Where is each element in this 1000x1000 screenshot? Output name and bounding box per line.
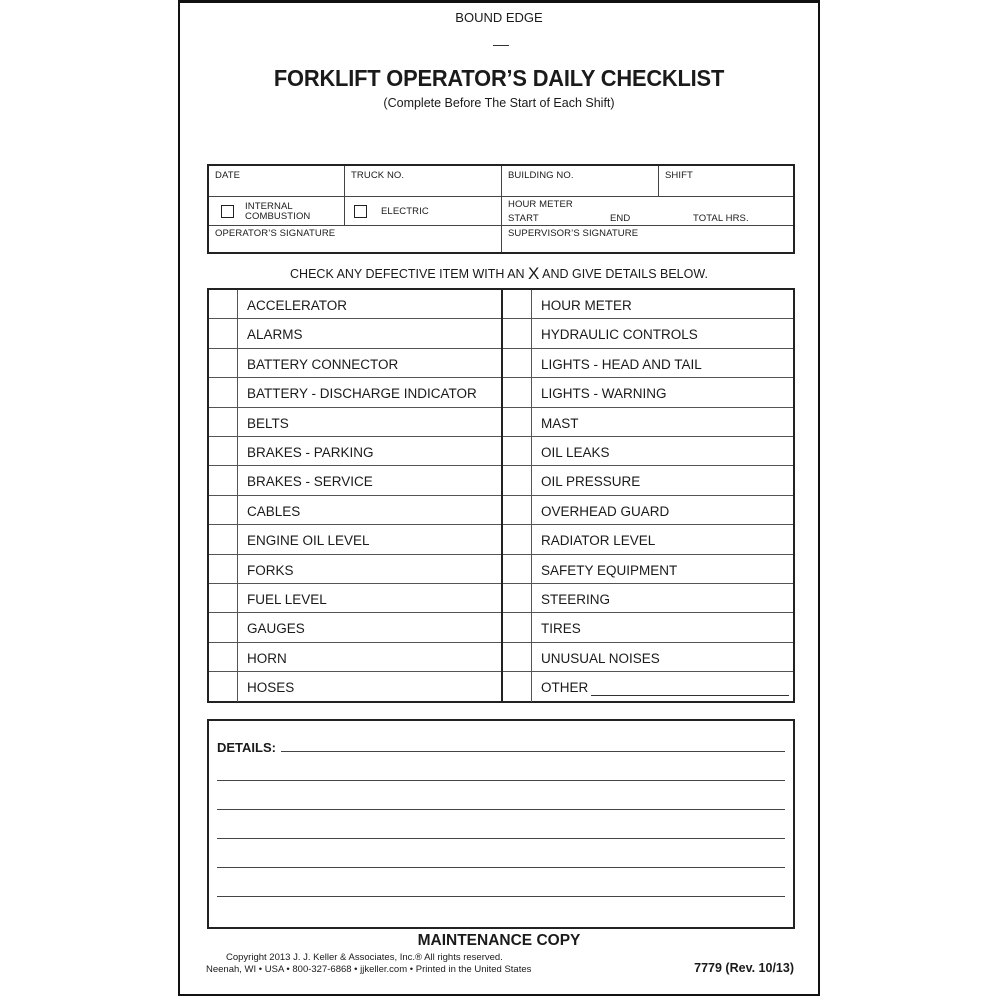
internal-combustion-checkbox[interactable] <box>221 205 234 218</box>
item-label: OTHER <box>541 680 589 696</box>
defect-checkbox[interactable] <box>503 555 532 583</box>
checklist-row <box>503 613 793 642</box>
date-field[interactable] <box>209 166 344 196</box>
item-label: ACCELERATOR <box>247 298 348 313</box>
checklist-row <box>503 555 793 584</box>
checklist-right-column <box>503 290 793 701</box>
page-subtitle: (Complete Before The Start of Each Shift) <box>383 96 615 110</box>
item-label: BATTERY CONNECTOR <box>247 356 399 372</box>
item-label: HYDRAULIC CONTROLS <box>541 327 698 343</box>
item-label: UNUSUAL NOISES <box>541 650 660 666</box>
item-label: LIGHTS - HEAD AND TAIL <box>541 356 702 372</box>
item-label: FORKS <box>247 562 294 578</box>
electric-checkbox[interactable] <box>354 205 367 218</box>
checklist-row <box>209 319 501 348</box>
item-label: RADIATOR LEVEL <box>541 533 656 549</box>
details-line[interactable] <box>217 780 785 781</box>
form-number: 7779 (Rev. 10/13) <box>694 961 794 975</box>
bound-edge-tick <box>493 45 509 46</box>
checklist-row <box>503 378 793 407</box>
item-label: MAST <box>541 415 579 431</box>
defect-checkbox[interactable] <box>209 525 238 553</box>
checklist-row <box>209 555 501 584</box>
defect-checkbox[interactable] <box>209 672 238 701</box>
item-label: ENGINE OIL LEVEL <box>247 533 370 549</box>
checklist-row <box>209 408 501 437</box>
details-line[interactable] <box>217 838 785 839</box>
internal-combustion-label-line2: COMBUSTION <box>245 211 311 222</box>
checklist-grid <box>207 288 795 703</box>
operator-signature-field[interactable] <box>209 226 501 252</box>
item-label: ALARMS <box>247 327 303 343</box>
item-label: BATTERY - DISCHARGE INDICATOR <box>247 386 477 402</box>
item-label: TIRES <box>541 621 581 637</box>
other-write-in-line[interactable] <box>591 695 789 696</box>
checklist-row <box>209 643 501 672</box>
defect-checkbox[interactable] <box>503 319 532 347</box>
defect-checkbox[interactable] <box>503 672 532 701</box>
details-label: DETAILS: <box>217 740 276 755</box>
instructions-text-1: CHECK ANY DEFECTIVE ITEM WITH AN <box>290 267 529 281</box>
defect-checkbox[interactable] <box>209 496 238 524</box>
defect-checkbox[interactable] <box>503 408 532 436</box>
checklist-left-column <box>209 290 503 701</box>
shift-field[interactable] <box>659 166 793 196</box>
details-box <box>207 719 795 929</box>
defect-checkbox[interactable] <box>503 378 532 406</box>
checklist-row <box>503 525 793 554</box>
details-line[interactable] <box>217 896 785 897</box>
checklist-row <box>503 290 793 319</box>
item-label: LIGHTS - WARNING <box>541 386 667 402</box>
defect-checkbox[interactable] <box>503 613 532 641</box>
defect-checkbox[interactable] <box>209 319 238 347</box>
instructions-text-2: AND GIVE DETAILS BELOW. <box>539 267 708 281</box>
item-label: FUEL LEVEL <box>247 592 327 607</box>
x-mark: X <box>528 264 540 283</box>
instructions <box>180 264 818 284</box>
hour-meter-start-label[interactable]: START <box>508 213 539 224</box>
checklist-row <box>209 613 501 642</box>
supervisor-signature-field[interactable] <box>502 226 793 252</box>
item-label: HORN <box>247 650 287 666</box>
item-label: OIL PRESSURE <box>541 474 641 490</box>
building-number-field[interactable] <box>502 166 658 196</box>
checklist-row <box>503 643 793 672</box>
defect-checkbox[interactable] <box>209 437 238 465</box>
item-label: BRAKES - SERVICE <box>247 474 373 490</box>
checklist-row <box>503 496 793 525</box>
defect-checkbox[interactable] <box>503 643 532 671</box>
item-label: BELTS <box>247 415 289 431</box>
hour-meter-total-label[interactable]: TOTAL HRS. <box>693 213 749 224</box>
checklist-row <box>503 672 793 701</box>
defect-checkbox[interactable] <box>209 643 238 671</box>
details-line[interactable] <box>281 751 785 752</box>
checklist-row <box>503 408 793 437</box>
hour-meter-end-label[interactable]: END <box>610 213 631 224</box>
checklist-row <box>503 437 793 466</box>
checklist-row <box>209 584 501 613</box>
bound-edge-label: BOUND EDGE <box>455 10 543 25</box>
defect-checkbox[interactable] <box>209 408 238 436</box>
checklist-row <box>209 466 501 495</box>
truck-number-label: TRUCK NO. <box>351 170 405 181</box>
copyright-text: Copyright 2013 J. J. Keller & Associates, Inc.® All rights reserved. <box>226 952 503 963</box>
item-label: GAUGES <box>247 621 305 637</box>
defect-checkbox[interactable] <box>209 290 238 318</box>
details-line[interactable] <box>217 867 785 868</box>
checklist-row <box>209 437 501 466</box>
contact-text: Neenah, WI • USA • 800-327-6868 • jjkeller.com • Printed in the United States <box>206 964 532 975</box>
item-label: OIL LEAKS <box>541 445 610 460</box>
defect-checkbox[interactable] <box>503 349 532 377</box>
item-label: HOUR METER <box>541 298 632 313</box>
checklist-form-page <box>178 0 820 996</box>
checklist-row <box>503 319 793 348</box>
checklist-row <box>209 378 501 407</box>
details-line[interactable] <box>217 809 785 810</box>
item-label: OVERHEAD GUARD <box>541 503 670 519</box>
copy-type-label: MAINTENANCE COPY <box>417 932 581 949</box>
defect-checkbox[interactable] <box>209 613 238 641</box>
building-number-label: BUILDING NO. <box>508 170 574 181</box>
date-label: DATE <box>215 170 241 181</box>
item-label: STEERING <box>541 592 611 607</box>
defect-checkbox[interactable] <box>503 437 532 465</box>
defect-checkbox[interactable] <box>209 349 238 377</box>
header-form <box>207 164 795 254</box>
defect-checkbox[interactable] <box>503 466 532 494</box>
checklist-row <box>503 466 793 495</box>
defect-checkbox[interactable] <box>503 584 532 612</box>
item-label: SAFETY EQUIPMENT <box>541 562 678 578</box>
defect-checkbox[interactable] <box>503 525 532 553</box>
checklist-row <box>209 290 501 319</box>
operator-signature-label: OPERATOR’S SIGNATURE <box>215 228 336 239</box>
defect-checkbox[interactable] <box>503 496 532 524</box>
supervisor-signature-label: SUPERVISOR’S SIGNATURE <box>508 228 639 239</box>
truck-number-field[interactable] <box>345 166 501 196</box>
electric-label: ELECTRIC <box>381 206 429 217</box>
item-label: CABLES <box>247 503 301 519</box>
defect-checkbox[interactable] <box>209 584 238 612</box>
defect-checkbox[interactable] <box>209 466 238 494</box>
item-label: BRAKES - PARKING <box>247 445 374 460</box>
defect-checkbox[interactable] <box>503 290 532 318</box>
checklist-row <box>503 349 793 378</box>
checklist-row <box>209 496 501 525</box>
checklist-row <box>209 525 501 554</box>
defect-checkbox[interactable] <box>209 378 238 406</box>
shift-label: SHIFT <box>665 170 693 181</box>
page-title: FORKLIFT OPERATOR’S DAILY CHECKLIST <box>273 65 725 91</box>
checklist-row <box>209 349 501 378</box>
checklist-row <box>503 584 793 613</box>
checklist-row <box>209 672 501 701</box>
hour-meter-label: HOUR METER <box>508 199 573 210</box>
defect-checkbox[interactable] <box>209 555 238 583</box>
item-label: HOSES <box>247 680 295 696</box>
internal-combustion-label-line1: INTERNAL <box>245 201 293 212</box>
